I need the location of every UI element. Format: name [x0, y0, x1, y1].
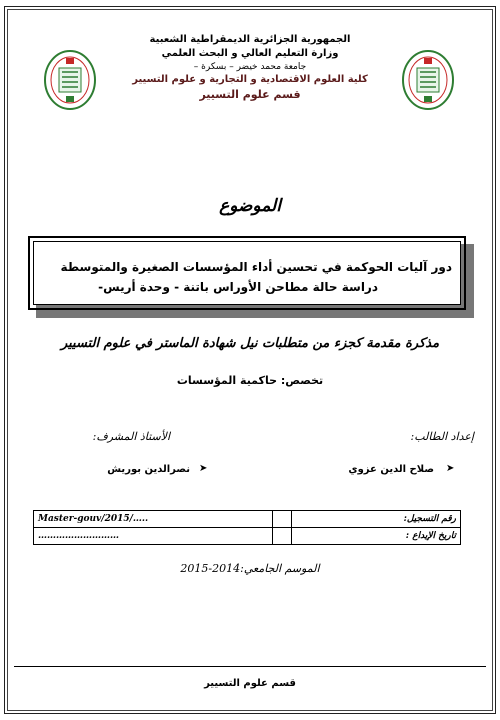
header-republic: الجمهورية الجزائرية الديمقراطية الشعبية — [149, 34, 351, 45]
supervisor-name: نصرالدين بوريش — [107, 464, 190, 475]
footer-department: قسم علوم التسيير — [204, 678, 296, 689]
academic-season: الموسم الجامعي:2014-2015 — [180, 562, 320, 575]
registration-number-label: رقم التسجيل: — [292, 511, 461, 528]
registration-table — [33, 510, 461, 545]
header-faculty: كلية العلوم الاقتصادية و التجارية و علوم التسيير — [132, 74, 368, 85]
header-ministry: وزارة التعليم العالي و البحث العلمي — [161, 48, 339, 59]
specialization: تخصص: حاكمية المؤسسات — [176, 374, 324, 387]
deposit-date-value: ……………………… — [34, 528, 273, 545]
title-box-inner — [33, 241, 461, 305]
page-border-inner — [7, 9, 493, 711]
bullet-arrow-icon: ➤ — [446, 463, 455, 474]
title-box — [28, 236, 466, 310]
thesis-title-line1: دور آليات الحوكمة في تحسين أداء المؤسسات الصغيرة والمتوسطة — [60, 260, 452, 274]
memo-statement: مذكرة مقدمة كجزء من متطلبات نيل شهادة الماستر في علوم التسيير — [60, 336, 440, 351]
supervisor-label: الأستاذ المشرف: — [92, 430, 170, 443]
registration-row — [34, 511, 461, 528]
header-university: جامعة محمد خيضر – بسكرة – — [193, 62, 307, 72]
footer-rule — [14, 666, 486, 667]
student-name: صلاح الدين عزوي — [348, 464, 434, 475]
thesis-title-line2: دراسة حالة مطاحن الأوراس باتنة - وحدة أريس- — [98, 280, 378, 294]
bullet-arrow-icon: ➤ — [199, 463, 208, 474]
header-department: قسم علوم التسيير — [199, 88, 301, 101]
deposit-row — [34, 528, 461, 545]
deposit-date-label: تاريخ الإيداع : — [292, 528, 461, 545]
registration-number-value: Master-gouv/2015/….. — [34, 511, 273, 528]
subject-label: الموضوع — [219, 196, 281, 216]
student-label: إعداد الطالب: — [410, 430, 474, 443]
